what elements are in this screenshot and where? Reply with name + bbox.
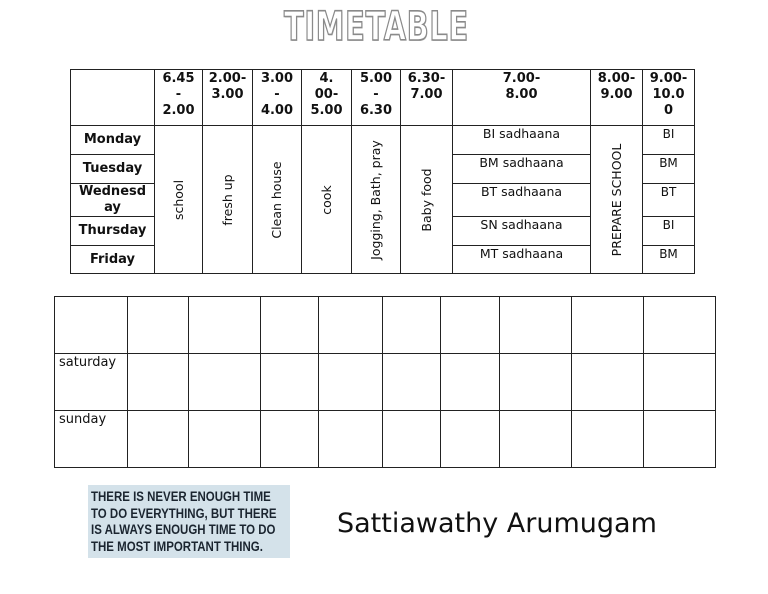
table-row xyxy=(71,126,695,155)
day-label: Friday xyxy=(71,246,155,274)
time-header: 4. 00- 5.00 xyxy=(302,70,352,126)
time-header: 6.45 - 2.00 xyxy=(155,70,203,126)
time-header: 2.00- 3.00 xyxy=(203,70,253,126)
empty-cell xyxy=(189,354,261,411)
activity-cell xyxy=(155,126,203,274)
empty-cell xyxy=(383,411,441,468)
empty-cell xyxy=(128,411,189,468)
day-label: saturday xyxy=(59,355,117,370)
empty-cell xyxy=(644,354,716,411)
table-row xyxy=(55,297,716,354)
time-header: 9.00- 10.0 0 xyxy=(643,70,695,126)
time-header: 8.00- 9.00 xyxy=(591,70,643,126)
activity-label: fresh up xyxy=(219,173,235,226)
activity-cell xyxy=(401,126,453,274)
activity-cell xyxy=(203,126,253,274)
sadhaana-cell: BI sadhaana xyxy=(453,126,591,155)
late-slot-cell: BM xyxy=(643,246,695,274)
empty-cell xyxy=(644,411,716,468)
empty-cell xyxy=(128,297,189,354)
activity-cell xyxy=(591,126,643,274)
activity-label: Jogging, Bath, pray xyxy=(368,139,383,260)
sadhaana-cell: MT sadhaana xyxy=(453,246,591,274)
weekend-timetable xyxy=(54,296,716,468)
activity-label: Clean house xyxy=(269,160,284,239)
empty-cell xyxy=(261,354,319,411)
empty-cell xyxy=(441,297,500,354)
header-row xyxy=(71,70,695,126)
day-label: Wednesd ay xyxy=(71,184,155,217)
weekday-timetable xyxy=(70,69,695,274)
empty-cell xyxy=(500,354,572,411)
late-slot-cell: BT xyxy=(643,184,695,217)
row-label-cell xyxy=(55,411,128,468)
empty-cell xyxy=(383,354,441,411)
day-label: Thursday xyxy=(71,217,155,246)
page-title: TIMETABLE xyxy=(284,4,469,50)
sadhaana-cell: BM sadhaana xyxy=(453,155,591,184)
empty-cell xyxy=(572,354,644,411)
row-label-cell xyxy=(55,297,128,354)
empty-cell xyxy=(319,411,383,468)
activity-cell xyxy=(302,126,352,274)
late-slot-cell: BI xyxy=(643,217,695,246)
empty-cell xyxy=(189,411,261,468)
empty-cell xyxy=(572,411,644,468)
row-label-cell xyxy=(55,354,128,411)
sadhaana-cell: SN sadhaana xyxy=(453,217,591,246)
day-label: Monday xyxy=(71,126,155,155)
empty-cell xyxy=(189,297,261,354)
table-row xyxy=(55,411,716,468)
activity-label: PREPARE SCHOOL xyxy=(608,143,624,256)
quote-text: THERE IS NEVER ENOUGH TIME TO DO EVERYTHING, BUT THERE IS ALWAYS ENOUGH TIME TO DO THE MOST IMPORTANT THING. xyxy=(91,489,277,554)
empty-cell xyxy=(500,411,572,468)
activity-cell xyxy=(352,126,401,274)
time-header: 7.00- 8.00 xyxy=(453,70,591,126)
empty-cell xyxy=(319,354,383,411)
activity-label: Baby food xyxy=(418,167,434,232)
late-slot-cell: BM xyxy=(643,155,695,184)
time-header: 3.00 - 4.00 xyxy=(253,70,302,126)
empty-cell xyxy=(572,297,644,354)
activity-label: school xyxy=(170,179,186,220)
empty-cell xyxy=(500,297,572,354)
empty-cell xyxy=(319,297,383,354)
empty-cell xyxy=(261,411,319,468)
empty-cell xyxy=(644,297,716,354)
sadhaana-cell: BT sadhaana xyxy=(453,184,591,217)
time-header: 5.00 - 6.30 xyxy=(352,70,401,126)
empty-cell xyxy=(261,297,319,354)
quote-box xyxy=(88,485,290,558)
empty-cell xyxy=(383,297,441,354)
author-name: Sattiawathy Arumugam xyxy=(337,508,657,539)
empty-cell xyxy=(441,354,500,411)
table-row xyxy=(55,354,716,411)
day-label: Tuesday xyxy=(71,155,155,184)
day-label: sunday xyxy=(59,412,107,427)
empty-cell xyxy=(128,354,189,411)
activity-cell xyxy=(253,126,302,274)
late-slot-cell: BI xyxy=(643,126,695,155)
time-header: 6.30- 7.00 xyxy=(401,70,453,126)
activity-label: cook xyxy=(318,184,334,215)
empty-cell xyxy=(441,411,500,468)
corner-cell xyxy=(71,70,155,126)
